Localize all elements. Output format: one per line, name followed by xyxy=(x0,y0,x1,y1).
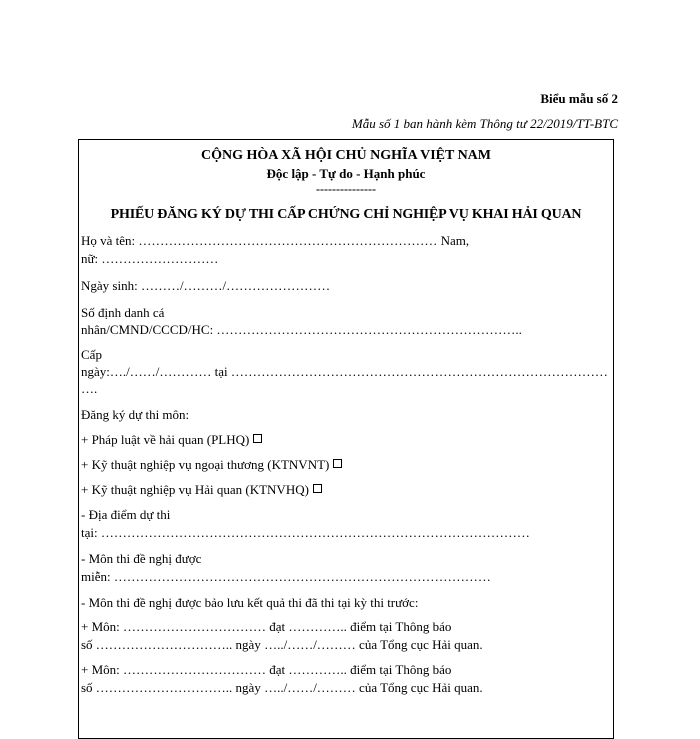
reserve-1-line1: + Môn: …………………………… đạt ………….. điểm tại Thông báo xyxy=(81,619,452,634)
reserve-2-line1: + Môn: …………………………… đạt ………….. điểm tại Thông báo xyxy=(81,662,452,677)
checkbox-plhq[interactable] xyxy=(253,434,262,443)
subject-plhq-label: + Pháp luật về hải quan (PLHQ) xyxy=(81,432,250,447)
name-field-line2: nữ: ……………………… xyxy=(81,251,219,266)
subject-ktnvhq xyxy=(81,482,322,498)
exempt-field-line2: miễn: …………………………………………………………………………… xyxy=(81,569,491,584)
issue-field-line2: ngày:…./……/………… tại …………………………………………………………………………… xyxy=(81,364,608,379)
divider: --------------- xyxy=(316,182,376,196)
form-reference: Biểu mẫu số 2 xyxy=(540,91,618,106)
place-field-line2: tại: ……………………………………………………………………………………… xyxy=(81,525,530,540)
reserve-1-line2: số ………………………….. ngày …../……/……… của Tổng cục Hải quan. xyxy=(81,637,483,652)
motto: Độc lập - Tự do - Hạnh phúc xyxy=(266,166,426,181)
issue-field-line3: …. xyxy=(81,381,98,396)
id-field-line1: Số định danh cá xyxy=(81,305,165,320)
form-title: PHIẾU ĐĂNG KÝ DỰ THI CẤP CHỨNG CHỈ NGHIỆP VỤ KHAI HẢI QUAN xyxy=(110,207,582,222)
subject-ktnvhq-label: + Kỹ thuật nghiệp vụ Hải quan (KTNVHQ) xyxy=(81,482,309,497)
name-field-line1: Họ và tên: …………………………………………………………… Nam, xyxy=(81,233,470,248)
place-field-line1: - Địa điểm dự thi xyxy=(81,507,171,522)
reserve-2-line2: số ………………………….. ngày …../……/……… của Tổng cục Hải quan. xyxy=(81,680,483,695)
subject-plhq xyxy=(81,432,262,448)
dob-field: Ngày sinh: ………/………/…………………… xyxy=(81,278,331,293)
circular-reference: Mẫu số 1 ban hành kèm Thông tư 22/2019/TT-BTC xyxy=(351,116,618,131)
issue-field-line1: Cấp xyxy=(81,347,102,362)
checkbox-ktnvhq[interactable] xyxy=(313,484,322,493)
subject-ktnvnt-label: + Kỹ thuật nghiệp vụ ngoại thương (KTNVNT) xyxy=(81,457,330,472)
subject-ktnvnt xyxy=(81,457,342,473)
exempt-field-line1: - Môn thi đề nghị được xyxy=(81,551,202,566)
reserve-heading: - Môn thi đề nghị được bảo lưu kết quả thi đã thi tại kỳ thi trước: xyxy=(81,595,419,610)
country-heading: CỘNG HÒA XÃ HỘI CHỦ NGHĨA VIỆT NAM xyxy=(200,148,491,163)
id-field-line2: nhân/CMND/CCCD/HC: …………………………………………………………….. xyxy=(81,322,522,337)
checkbox-ktnvnt[interactable] xyxy=(333,459,342,468)
register-heading: Đăng ký dự thi môn: xyxy=(81,407,190,422)
